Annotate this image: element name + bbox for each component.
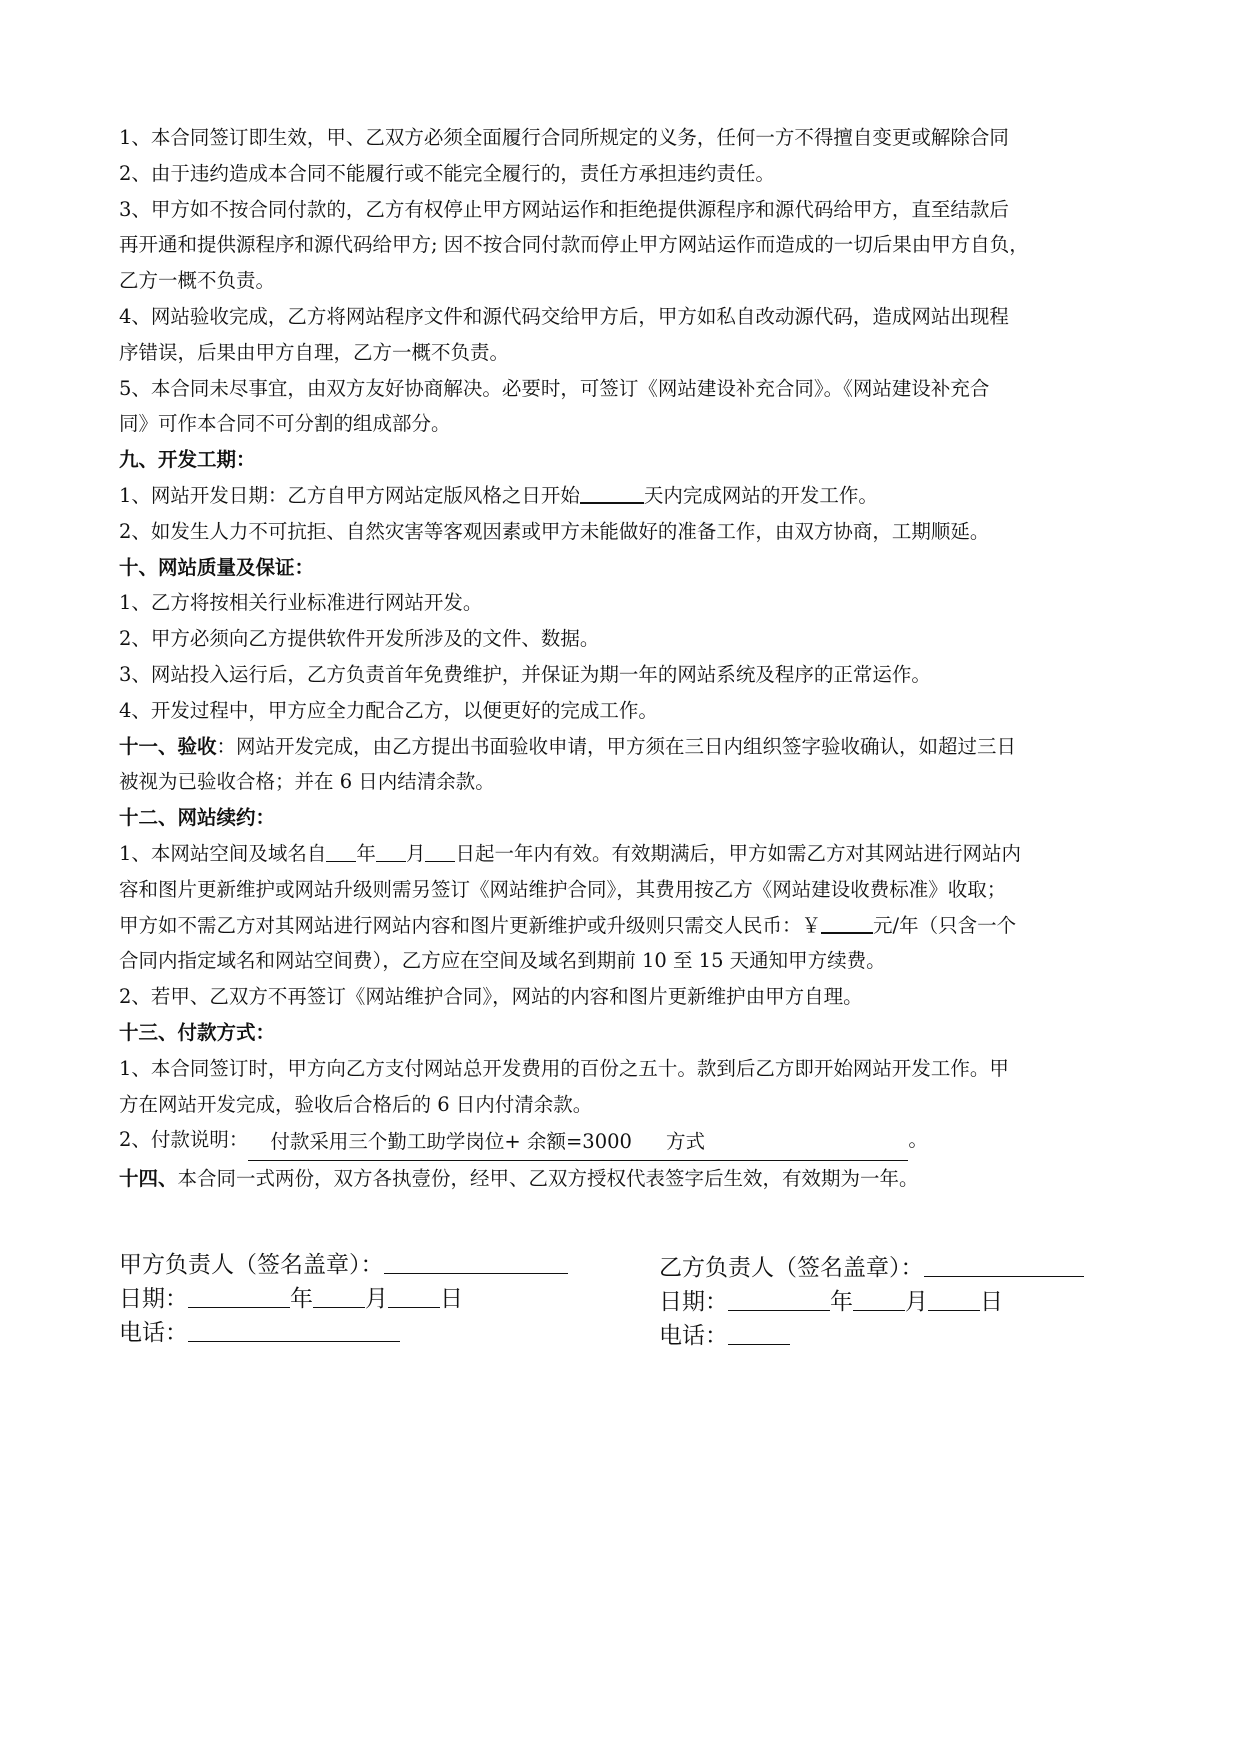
clause-line: 3、甲方如不按合同付款的，乙方有权停止甲方网站运作和拒绝提供源程序和源代码给甲方，直至结款后 [119, 197, 1009, 221]
party-a-responsible-label: 甲方负责人（签名盖章）： [119, 1252, 384, 1278]
blank-month [376, 839, 406, 862]
section-heading-dev-period: 九、开发工期： [119, 448, 256, 472]
party-b-date-row [659, 1285, 1084, 1319]
clause-text: 1、本网站空间及域名自 [119, 841, 327, 865]
clause-line: 方在网站开发完成，验收后合格后的 6 日内付清余款。 [119, 1092, 593, 1116]
clause-line: 1、乙方将按相关行业标准进行网站开发。 [119, 591, 483, 615]
section-heading-acceptance: 十一、验收 [119, 734, 217, 758]
party-a-month-label: 月 [365, 1286, 388, 1312]
clause-line: 容和图片更新维护或网站升级则需另签订《网站维护合同》，其费用按乙方《网站建设收费标准》收取； [119, 877, 1007, 901]
party-b-signature-block [659, 1251, 1084, 1353]
party-b-phone-blank [728, 1322, 790, 1345]
clause-line: 2、若甲、乙双方不再签订《网站维护合同》，网站的内容和图片更新维护由甲方自理。 [119, 985, 863, 1009]
blank-day [425, 839, 455, 862]
clause-text: 2、付款说明： [119, 1128, 249, 1152]
blank-days [580, 480, 644, 504]
clause-line: 4、网站验收完成，乙方将网站程序文件和源代码交给甲方后，甲方如私自改动源代码，造成网站出现程 [119, 304, 1009, 328]
party-a-date-label: 日期： [119, 1286, 188, 1312]
party-a-year-label: 年 [290, 1286, 313, 1312]
clause-line: 2、甲方必须向乙方提供软件开发所涉及的文件、数据。 [119, 627, 600, 651]
clause-line: 1、本合同签订时，甲方向乙方支付网站总开发费用的百份之五十。款到后乙方即开始网站开发工作。甲 [119, 1056, 1009, 1080]
party-a-month-blank [313, 1285, 365, 1308]
clause-line: 2、由于违约造成本合同不能履行或不能完全履行的，责任方承担违约责任。 [119, 161, 775, 185]
clause-line: 4、开发过程中，甲方应全力配合乙方，以便更好的完成工作。 [119, 698, 658, 722]
clause-final [119, 1161, 1124, 1197]
clause-text: 天内完成网站的开发工作。 [643, 483, 878, 507]
party-a-phone-row [119, 1316, 568, 1350]
party-b-signature-blank [924, 1254, 1084, 1277]
blank-year [326, 839, 356, 862]
clause-dev-date [119, 478, 1124, 514]
clause-line: 序错误，后果由甲方自理，乙方一概不负责。 [119, 340, 510, 364]
section-heading-quality: 十、网站质量及保证： [119, 555, 315, 579]
party-b-month-blank [853, 1288, 905, 1311]
clause-line: 5、本合同未尽事宜，由双方友好协商解决。必要时，可签订《网站建设补充合同》。《网站建设补充合 [119, 376, 990, 400]
clause-text: 本合同一式两份，双方各执壹份，经甲、乙双方授权代表签字后生效，有效期为一年。 [177, 1167, 919, 1191]
clause-text: 。 [908, 1128, 928, 1152]
clause-renewal-fee [119, 908, 1124, 944]
party-a-date-row [119, 1282, 568, 1316]
clause-line: 合同内指定域名和网站空间费），乙方应在空间及域名到期前 10 至 15 天通知甲方续费。 [119, 949, 886, 973]
clause-renewal-date [119, 836, 1124, 872]
clause-line: 同》可作本合同不可分割的组成部分。 [119, 412, 451, 436]
party-a-signature-block [119, 1248, 568, 1350]
section-heading-final: 十四、 [119, 1167, 178, 1191]
party-b-month-label: 月 [905, 1289, 928, 1315]
clause-line: 被视为已验收合格；并在 6 日内结清余款。 [119, 770, 495, 794]
party-b-phone-row [659, 1319, 1084, 1353]
party-b-responsible-label: 乙方负责人（签名盖章）： [659, 1255, 924, 1281]
party-b-day-label: 日 [980, 1289, 1003, 1315]
contract-body [119, 120, 1124, 1197]
clause-text: 年 [356, 841, 376, 865]
clause-text: ：网站开发完成，由乙方提出书面验收申请，甲方须在三日内组织签字验收确认，如超过三日 [216, 734, 1017, 758]
party-a-day-label: 日 [440, 1286, 463, 1312]
party-a-signature-blank [384, 1251, 568, 1274]
party-a-day-blank [388, 1285, 440, 1308]
clause-line: 乙方一概不负责。 [119, 269, 276, 293]
clause-text: 1、网站开发日期：乙方自甲方网站定版风格之日开始 [119, 483, 580, 507]
clause-text: 元/年（只含一个 [873, 913, 1017, 937]
blank-fee [821, 910, 873, 934]
clause-payment-note [119, 1122, 1124, 1161]
party-b-responsible-row [659, 1251, 1084, 1285]
party-a-phone-blank [188, 1319, 400, 1342]
party-b-day-blank [928, 1288, 980, 1311]
clause-line: 3、网站投入运行后，乙方负责首年免费维护，并保证为期一年的网站系统及程序的正常运作。 [119, 662, 931, 686]
clause-text: 甲方如不需乙方对其网站进行网站内容和图片更新维护或升级则只需交人民币：￥ [119, 913, 822, 937]
party-b-phone-label: 电话： [659, 1323, 728, 1349]
party-b-year-blank [728, 1288, 830, 1311]
payment-note-value: 付款采用三个勤工助学岗位+ 余额=3000 [270, 1130, 632, 1154]
clause-text: 月 [405, 841, 426, 865]
party-b-date-label: 日期： [659, 1289, 728, 1315]
clause-line: 再开通和提供源程序和源代码给甲方; 因不按合同付款而停止甲方网站运作而造成的一切后果由甲方自负， [119, 233, 1029, 257]
party-a-phone-label: 电话： [119, 1320, 188, 1346]
payment-note-filled [248, 1124, 908, 1161]
party-a-responsible-row [119, 1248, 568, 1282]
clause-acceptance [119, 729, 1124, 765]
party-a-year-blank [188, 1285, 290, 1308]
section-heading-renewal: 十二、网站续约： [119, 806, 276, 830]
clause-text: 日起一年内有效。有效期满后，甲方如需乙方对其网站进行网站内 [455, 841, 1021, 865]
clause-line: 2、如发生人力不可抗拒、自然灾害等客观因素或甲方未能做好的准备工作，由双方协商，工期顺延。 [119, 519, 990, 543]
section-heading-payment: 十三、付款方式： [119, 1020, 276, 1044]
payment-method-word: 方式 [665, 1130, 705, 1154]
clause-line: 1、本合同签订即生效，甲、乙双方必须全面履行合同所规定的义务，任何一方不得擅自变更或解除合同 [119, 126, 1009, 149]
party-b-year-label: 年 [830, 1289, 853, 1315]
